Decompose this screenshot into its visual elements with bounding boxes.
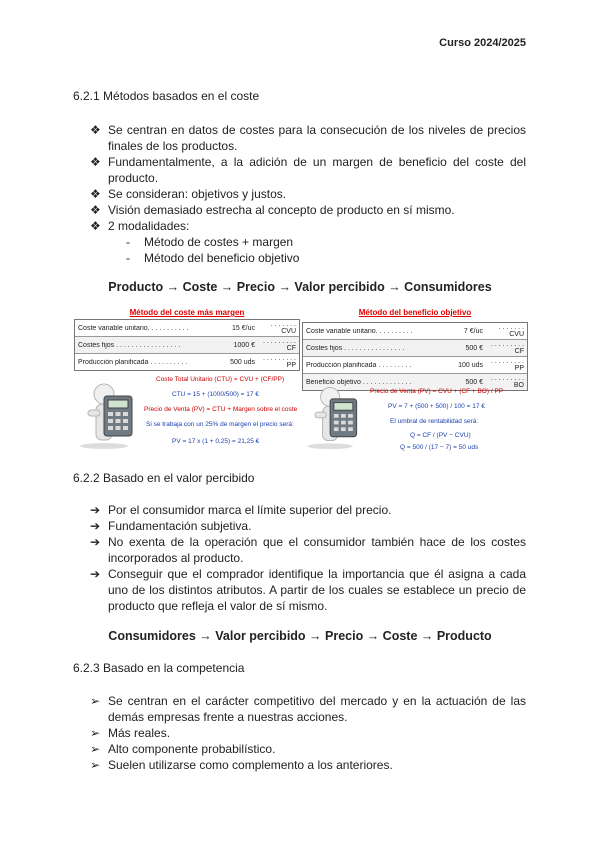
table-row: Coste variable unitario. . . . . . . . . . . 15 €/uc . . . . . . . CVU [75,320,299,337]
calculator-figure-icon [76,374,136,450]
list-item: ➔ Conseguir que el comprador identifique la importancia que él asigna a cada uno de los distintos atributos. A partir de los cuales se establece un precio de producto que refleja el valor de sí mismo. [90,567,526,613]
list-item: - Método del beneficio objetivo [126,251,300,265]
formula-line: El umbral de rentabilidad será: [390,418,479,425]
calculator-figure-icon [302,378,362,450]
list-item: ❖ Se centran en datos de costes para la consecución de los niveles de precios finales de los productos. [90,123,526,153]
formula-line: Q = CF / (PV − CVU) [410,432,471,439]
arrowhead-bullet-icon: ➢ [90,742,101,756]
table-row: Beneficio objetivo . . . . . . . . . . . . . 500 € . . . . . . . . . BO [303,374,527,390]
list-item: ❖ 2 modalidades: - Método de costes + margen - Método del beneficio objetivo [90,218,526,266]
list-item: ➢ Alto componente probabilístico. [90,742,276,756]
modalities-sublist [108,234,526,266]
diamond-bullet-icon: ❖ [90,187,101,201]
arrow-bullet-icon: ➔ [90,535,101,549]
cost-bullet-list [90,122,526,266]
list-item: ❖ Visión demasiado estrecha al concepto de producto en sí mismo. [90,203,455,217]
formula-line: CTU = 15 + (1000/500) = 17 € [172,391,259,398]
cost-plus-margin-panel [74,308,300,450]
table-row: Producción planificada . . . . . . . . . . 500 uds . . . . . . . . . PP [75,354,299,370]
table-row: Coste variable unitario. . . . . . . . . . 7 €/uc . . . . . . . CVU [303,323,527,340]
arrow-bullet-icon: ➔ [90,503,101,517]
formula-line: PV = 7 + (500 + 500) / 100 = 17 € [388,403,485,410]
arrowhead-bullet-icon: ➢ [90,726,101,740]
table-row: Producción planificada . . . . . . . . . 100 uds . . . . . . . . . PP [303,357,527,374]
list-item: ➢ Más reales. [90,726,171,740]
diamond-bullet-icon: ❖ [90,123,101,137]
perceived-value-flow-sequence: Consumidores → Valor percibido → Precio → Coste → Producto [108,629,492,643]
arrow-bullet-icon: ➔ [90,519,101,533]
list-item: ➔ No exenta de la operación que el consumidor también hace de los costes incorporados al producto. [90,535,526,565]
target-profit-panel [302,308,528,450]
cost-flow-sequence: Producto → Coste → Precio → Valor percibido → Consumidores [108,280,492,294]
perceived-value-bullet-list [90,502,526,614]
arrow-bullet-icon: ➔ [90,567,101,581]
formula-line: Precio de Venta (PV) = CVU + (CF + BO) / PP [370,388,504,395]
table-row: Costes fijos . . . . . . . . . . . . . . . . . 1000 € . . . . . . . . . CF [75,337,299,354]
arrowhead-bullet-icon: ➢ [90,694,101,708]
diamond-bullet-icon: ❖ [90,219,101,233]
list-item: ❖ Se consideran: objetivos y justos. [90,187,287,201]
formula-line: PV = 17 x (1 + 0,25) = 21,25 € [172,438,260,445]
formula-line: Coste Total Unitario (CTU) = CVU + (CF/PP) [156,376,285,383]
list-item: - Método de costes + margen [126,235,294,249]
arrowhead-bullet-icon: ➢ [90,758,101,772]
competition-bullet-list [90,693,526,773]
panel-title: Método del beneficio objetivo [358,308,472,317]
list-item: ➢ Suelen utilizarse como complemento a los anteriores. [90,758,393,772]
list-item: ➢ Se centran en el carácter competitivo del mercado y en la actuación de las demás empresas frente a nuestras acciones. [90,694,526,724]
data-table [74,319,300,371]
formula-line: Si se trabaja con un 25% de margen el precio será: [146,421,294,428]
formula-line: Precio de Venta (PV) = CTU + Margen sobre el coste [144,406,298,413]
list-item: ❖ Fundamentalmente, a la adición de un margen de beneficio del coste del producto. [90,155,526,185]
table-row: Costes fijos . . . . . . . . . . . . . . . . 500 € . . . . . . . . . CF [303,340,527,357]
section-heading-competition: 6.2.3 Basado en la competencia [73,661,245,675]
section-heading-cost: 6.2.1 Métodos basados en el coste [73,89,260,103]
section-heading-perceived-value: 6.2.2 Basado en el valor percibido [73,471,255,485]
panel-title: Método del coste más margen [129,308,245,317]
diamond-bullet-icon: ❖ [90,155,101,169]
list-item: ➔ Fundamentación subjetiva. [90,519,252,533]
course-header: Curso 2024/2025 [439,37,526,49]
list-item: ➔ Por el consumidor marca el límite superior del precio. [90,503,392,517]
formula-line: Q = 500 / (17 − 7) = 50 uds [400,444,479,451]
diamond-bullet-icon: ❖ [90,203,101,217]
